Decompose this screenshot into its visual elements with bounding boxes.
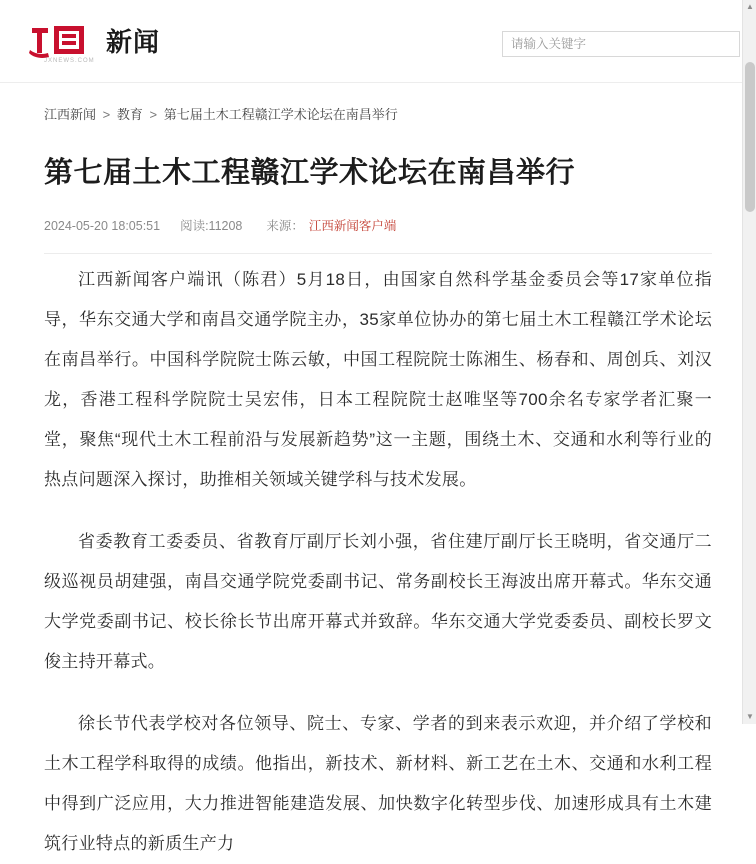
search-input[interactable] — [503, 32, 739, 56]
breadcrumb — [44, 83, 712, 125]
page-scrollbar[interactable] — [742, 0, 756, 724]
source-label: 来源： — [266, 219, 304, 233]
article-meta — [44, 217, 712, 235]
scrollbar-thumb[interactable] — [745, 62, 755, 212]
page-title: 第七届土木工程赣江学术论坛在南昌举行 — [44, 157, 576, 189]
content-column — [30, 83, 726, 864]
scroll-up-arrow-icon[interactable]: ▲ — [746, 2, 754, 11]
search-box[interactable] — [502, 31, 740, 57]
breadcrumb-item-education[interactable]: 教育 — [116, 107, 143, 122]
publish-datetime: 2024-05-20 18:05:51 — [44, 219, 161, 233]
logo-subtext: JXNEWS.COM — [44, 58, 95, 64]
article-body — [44, 260, 712, 864]
site-logo[interactable] — [28, 20, 160, 62]
scroll-down-arrow-icon[interactable]: ▼ — [746, 712, 754, 721]
read-count: 阅读:11208 — [180, 219, 243, 233]
page-body — [0, 83, 756, 864]
article-paragraph: 徐长节代表学校对各位领导、院士、专家、学者的到来表示欢迎，并介绍了学校和土木工程学科取得的成绩。他指出，新技术、新材料、新工艺在土木、交通和水利工程中得到广泛应用，大力推进智能建造发展、加快数字化转型步伐、加速形成具有土木建筑行业特点的新质生产力 — [44, 714, 712, 853]
article-paragraph: 省委教育工委委员、省教育厅副厅长刘小强，省住建厅副厅长王晓明，省交通厅二级巡视员胡建强，南昌交通学院党委副书记、常务副校长王海波出席开幕式。华东交通大学党委副书记、校长徐长节出席开幕式并致辞。华东交通大学党委委员、副校长罗文俊主持开幕式。 — [44, 532, 712, 671]
source-name[interactable]: 江西新闻客户端 — [308, 219, 397, 233]
meta-divider — [44, 253, 712, 254]
breadcrumb-separator: > — [149, 107, 158, 122]
breadcrumb-item-current: 第七届土木工程赣江学术论坛在南昌举行 — [163, 107, 398, 122]
breadcrumb-separator: > — [102, 107, 111, 122]
jiangxi-logo-icon — [28, 20, 102, 62]
article-paragraph: 江西新闻客户端讯（陈君）5月18日，由国家自然科学基金委员会等17家单位指导，华东交通大学和南昌交通学院主办，35家单位协办的第七届土木工程赣江学术论坛在南昌举行。中国科学院院士陈云敏，中国工程院院士陈湘生、杨春和、周创兵、刘汉龙，香港工程科学院院士吴宏伟，日本工程院院士赵唯坚等700余名专家学者汇聚一堂，聚焦“现代土木工程前沿与发展新趋势”这一主题，围绕土木、交通和水利等行业的热点问题深入探讨，助推相关领域关键学科与技术发展。 — [44, 270, 712, 489]
logo-wordmark: 新闻 — [106, 27, 161, 57]
breadcrumb-item-home[interactable]: 江西新闻 — [44, 107, 97, 122]
site-header — [0, 0, 756, 83]
